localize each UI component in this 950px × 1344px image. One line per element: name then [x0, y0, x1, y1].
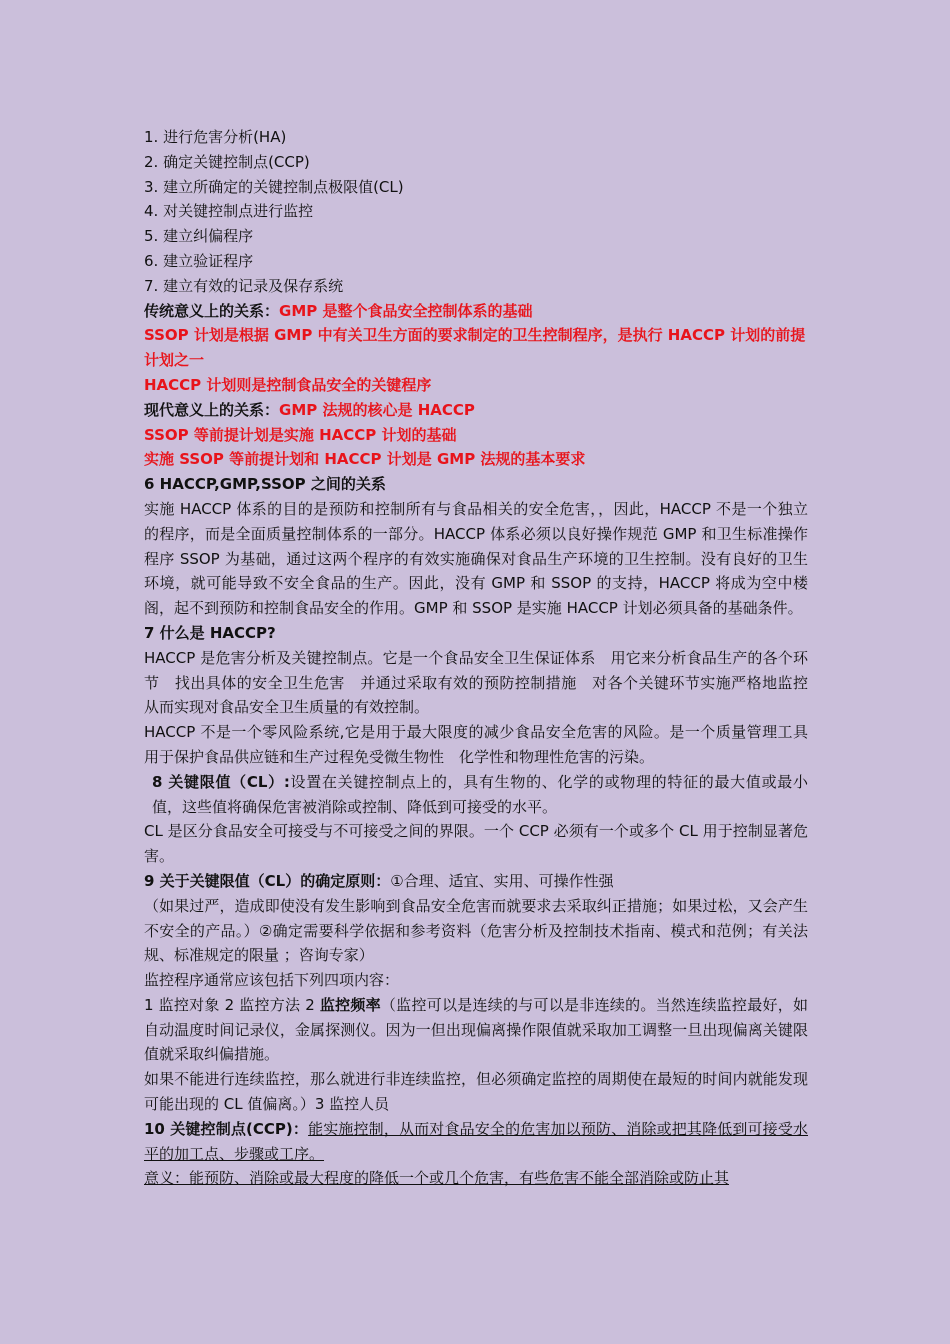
section-7-paragraph-2: HACCP 不是一个零风险系统,它是用于最大限度的减少食品安全危害的风险。是一个质量管理工具 用于保护食品供应链和生产过程免受微生物性 化学性和物理性危害的污染。 — [144, 723, 824, 766]
step-1: 1. 进行危害分析(HA) — [144, 128, 287, 146]
traditional-label: 传统意义上的关系： — [144, 301, 280, 320]
section-8-paragraph — [144, 770, 808, 820]
traditional-haccp: HACCP 计划则是控制食品安全的关键程序 — [144, 375, 432, 394]
section-6-heading: 6 HACCP,GMP,SSOP 之间的关系 — [144, 475, 386, 494]
modern-basis: SSOP 等前提计划是实施 HACCP 计划的基础 — [144, 425, 457, 444]
monitor-frequency-text: （监控可以是连续的与可以是非连续的。当然连续监控最好，如自动温度时间记录仪，金属探测仪。因为一但出现偏离操作限值就采取加工调整一旦出现偏离关键限值就采取纠偏措施。 — [144, 995, 808, 1064]
modern-core: GMP 法规的核心是 HACCP — [279, 400, 475, 419]
monitor-paragraph-2: 如果不能进行连续监控，那么就进行非连续监控，但必须确定监控的周期使在最短的时间内就能发现可能出现的 CL 值偏离。）3 监控人员 — [144, 1070, 808, 1114]
section-7-heading: 7 什么是 HACCP? — [144, 623, 276, 642]
document-body — [144, 125, 824, 1191]
traditional-gmp: GMP 是整个食品安全控制体系的基础 — [279, 301, 533, 320]
step-6: 6. 建立验证程序 — [144, 251, 254, 270]
traditional-relation — [144, 299, 808, 324]
step-7: 7. 建立有效的记录及保存系统 — [144, 276, 344, 295]
modern-requirement: 实施 SSOP 等前提计划和 HACCP 计划是 GMP 法规的基本要求 — [144, 450, 586, 469]
modern-relation — [144, 398, 808, 423]
monitor-items-1-2: 1 监控对象 2 监控方法 2 — [144, 995, 320, 1014]
section-8-heading: 8 关键限值（CL）: — [152, 772, 290, 791]
section-10-heading: 10 关键控制点(CCP)： — [144, 1119, 309, 1138]
traditional-ssop: SSOP 计划是根据 GMP 中有关卫生方面的要求制定的卫生控制程序，是执行 HACCP 计划的前提计划之一 — [144, 326, 806, 370]
step-2: 2. 确定关键控制点(CCP) — [144, 152, 310, 171]
section-10-text: 能实施控制，从而对食品安全的危害加以预防、消除或把其降低到可接受水平的加工点、步骤或工序。 — [144, 1119, 808, 1163]
section-9-heading: 9 关于关键限值（CL）的确定原则： — [144, 871, 391, 890]
section-7-paragraph-1: HACCP 是危害分析及关键控制点。它是一个食品安全卫生保证体系 用它来分析食品生产的各个环节 找出具体的安全卫生危害 并通过采取有效的预防控制措施 对各个关键环节实施严格地监控 从而实现对食品安全卫生质量的有效控制。 — [144, 648, 824, 717]
section-6-body: 实施 HACCP 体系的目的是预防和控制所有与食品相关的安全危害，，因此，HACCP 不是一个独立的程序，而是全面质量控制体系的一部分。HACCP 体系必须以良好操作规范 GMP 和卫生标准操作程序 SSOP 为基础，通过这两个程序的有效实施确保对食品生产环境的卫生控制。没有良好的卫生环境，就可能导致不安全食品的生产。因此，没有 GMP 和 SSOP 的支持，HACCP 将成为空中楼阁，起不到预防和控制食品安全的作用。GMP 和 SSOP 是实施 HACCP 计划必须具备的基础条件。 — [144, 499, 808, 618]
section-10-paragraph — [144, 1117, 808, 1167]
section-10-meaning: 意义：能预防、消除或最大程度的降低一个或几个危害，有些危害不能全部消除或防止其 — [144, 1169, 730, 1188]
section-9-paragraph — [144, 869, 808, 894]
section-9-text-2: （如果过严，造成即使没有发生影响到食品安全危害而就要求去采取纠正措施；如果过松，又会产生不安全的产品。）②确定需要科学依据和参考资料（危害分析及控制技术指南、模式和范例；有关法规、标准规定的限量 ；咨询专家） — [144, 896, 808, 965]
monitor-intro: 监控程序通常应该包括下列四项内容： — [144, 971, 400, 990]
step-5: 5. 建立纠偏程序 — [144, 227, 254, 246]
modern-label: 现代意义上的关系： — [144, 400, 280, 419]
monitor-frequency-label: 监控频率 — [319, 995, 381, 1014]
monitor-items — [144, 993, 808, 1067]
step-4: 4. 对关键控制点进行监控 — [144, 202, 314, 221]
section-9-text-1: ①合理、适宜、实用、可操作性强 — [390, 871, 614, 890]
section-8-paragraph-2: CL 是区分食品安全可接受与不可接受之间的界限。一个 CCP 必须有一个或多个 CL 用于控制显著危害。 — [144, 822, 808, 866]
section-8-text: 设置在关键控制点上的，具有生物的、化学的或物理的特征的最大值或最小值，这些值将确保危害被消除或控制、降低到可接受的水平。 — [152, 772, 808, 816]
step-3: 3. 建立所确定的关键控制点极限值(CL) — [144, 177, 404, 196]
